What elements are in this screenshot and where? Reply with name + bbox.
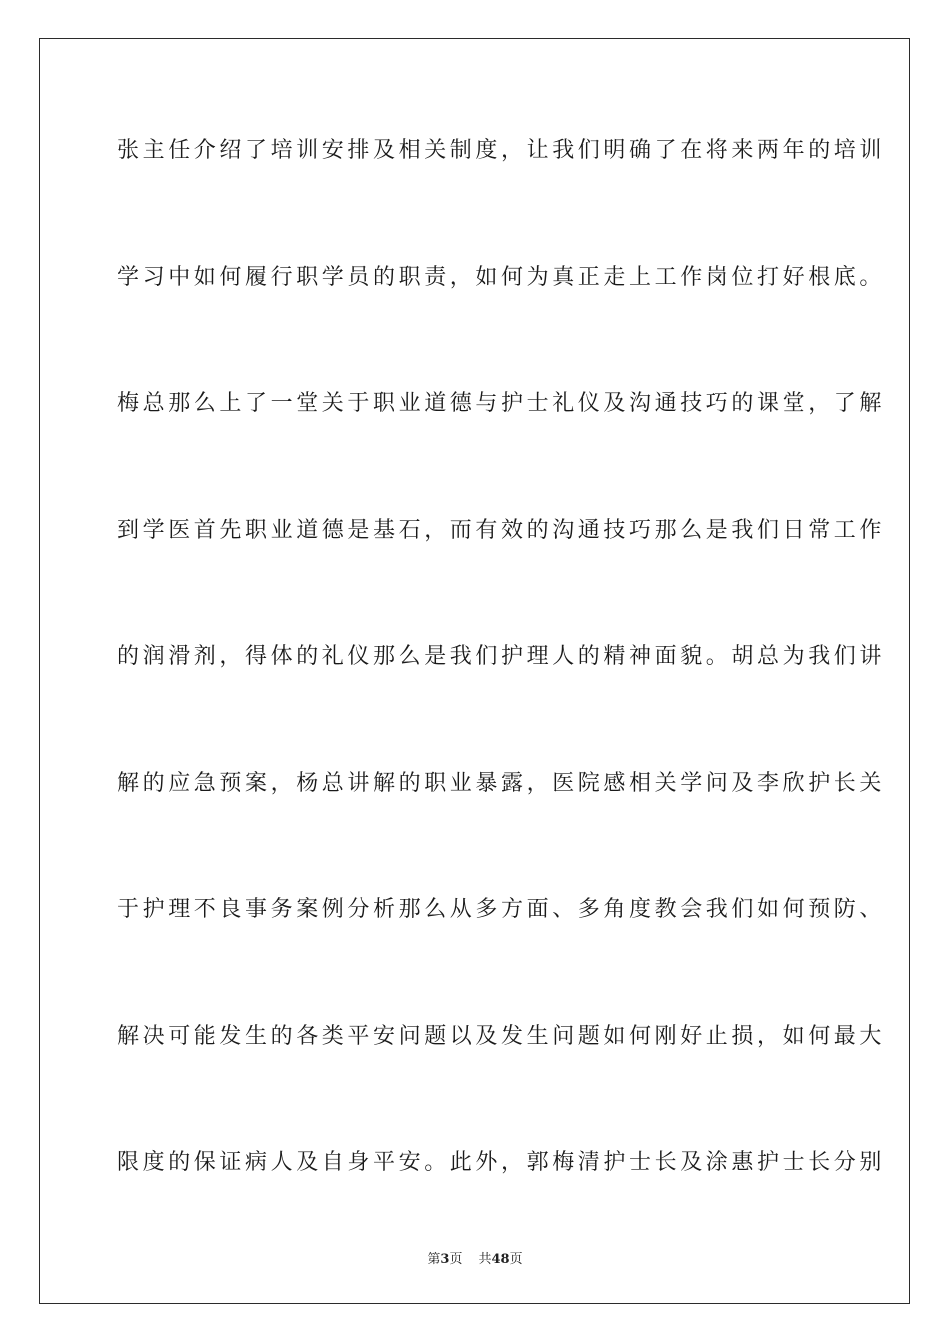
total-pages-label: 共48页 xyxy=(478,1252,523,1267)
text-line: 的润滑剂，得体的礼仪那么是我们护理人的精神面貌。胡总为我们讲 xyxy=(117,644,886,669)
text-line: 张主任介绍了培训安排及相关制度，让我们明确了在将来两年的培训 xyxy=(117,138,886,163)
text-line: 梅总那么上了一堂关于职业道德与护士礼仪及沟通技巧的课堂，了解 xyxy=(117,391,886,416)
document-body xyxy=(117,128,886,1267)
text-line: 到学医首先职业道德是基石，而有效的沟通技巧那么是我们日常工作 xyxy=(117,517,886,543)
page-number-label: 第3页 xyxy=(427,1252,463,1267)
text-line: 限度的保证病人及自身平安。此外，郭梅清护士长及涂惠护士长分别 xyxy=(117,1150,886,1175)
text-line: 于护理不良事务案例分析那么从多方面、多角度教会我们如何预防、 xyxy=(117,897,886,922)
text-line: 解的应急预案，杨总讲解的职业暴露，医院感相关学问及李欣护长关 xyxy=(117,770,886,796)
page-footer xyxy=(0,1248,950,1267)
text-line: 解决可能发生的各类平安问题以及发生问题如何刚好止损，如何最大 xyxy=(117,1023,886,1049)
text-line: 学习中如何履行职学员的职责，如何为真正走上工作岗位打好根底。 xyxy=(117,264,886,290)
